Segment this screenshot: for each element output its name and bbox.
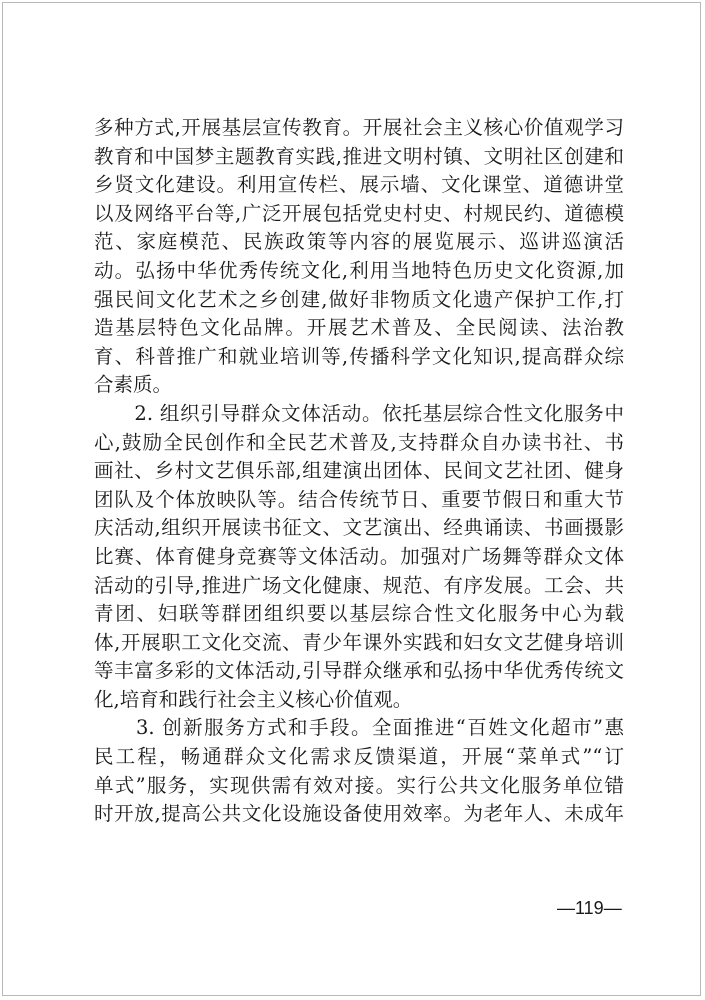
text-line: 化,培育和践行社会主义核心价值观。 [94, 687, 413, 711]
text-line: 比赛、体育健身竞赛等文体活动。加强对广场舞等群众文体 [94, 544, 624, 568]
text-line: 乡贤文化建设。利用宣传栏、展示墙、文化课堂、道德讲堂 [94, 173, 624, 197]
text-line: 等丰富多彩的文体活动,引导群众继承和弘扬中华优秀传统文 [94, 659, 624, 683]
text-line: 团队及个体放映队等。结合传统节日、重要节假日和重大节 [94, 487, 624, 511]
text-line: 3. 创新服务方式和手段。全面推进“百姓文化超市”惠 [94, 716, 624, 740]
text-line: 多种方式,开展基层宣传教育。开展社会主义核心价值观学习 [94, 116, 624, 139]
text-line: 以及网络平台等,广泛开展包括党史村史、村规民约、道德模 [94, 201, 624, 225]
text-line: 动。弘扬中华优秀传统文化,利用当地特色历史文化资源,加 [94, 258, 624, 282]
text-line: 庆活动,组织开展读书征文、文艺演出、经典诵读、书画摄影 [94, 516, 624, 540]
text-line: 强民间文化艺术之乡创建,做好非物质文化遗产保护工作,打 [94, 287, 624, 311]
text-line: 心,鼓励全民创作和全民艺术普及,支持群众自办读书社、书 [94, 430, 624, 454]
text-line: 体,开展职工文化交流、青少年课外实践和妇女文艺健身培训 [94, 630, 624, 654]
text-line: 2. 组织引导群众文体活动。依托基层综合性文化服务中 [94, 401, 624, 425]
text-line: 教育和中国梦主题教育实践,推进文明村镇、文明社区创建和 [94, 144, 624, 168]
text-line: 造基层特色文化品牌。开展艺术普及、全民阅读、法治教 [94, 316, 624, 340]
text-line: 育、科普推广和就业培训等,传播科学文化知识,提高群众综 [94, 344, 624, 368]
text-line: 画社、乡村文艺俱乐部,组建演出团体、民间文艺社团、健身 [94, 459, 624, 483]
text-line: 民工程，畅通群众文化需求反馈渠道，开展“菜单式”“订 [94, 745, 624, 769]
page-number: —119— [557, 898, 622, 918]
text-line: 时开放,提高公共文化设施设备使用效率。为老年人、未成年 [94, 802, 624, 826]
text-line: 范、家庭模范、民族政策等内容的展览展示、巡讲巡演活 [94, 230, 624, 254]
text-line: 青团、妇联等群团组织要以基层综合性文化服务中心为载 [94, 602, 624, 626]
text-line: 活动的引导,推进广场文化健康、规范、有序发展。工会、共 [94, 573, 624, 597]
text-line: 单式”服务，实现供需有效对接。实行公共文化服务单位错 [94, 773, 624, 797]
body-text [94, 114, 624, 829]
text-line: 合素质。 [94, 373, 173, 397]
